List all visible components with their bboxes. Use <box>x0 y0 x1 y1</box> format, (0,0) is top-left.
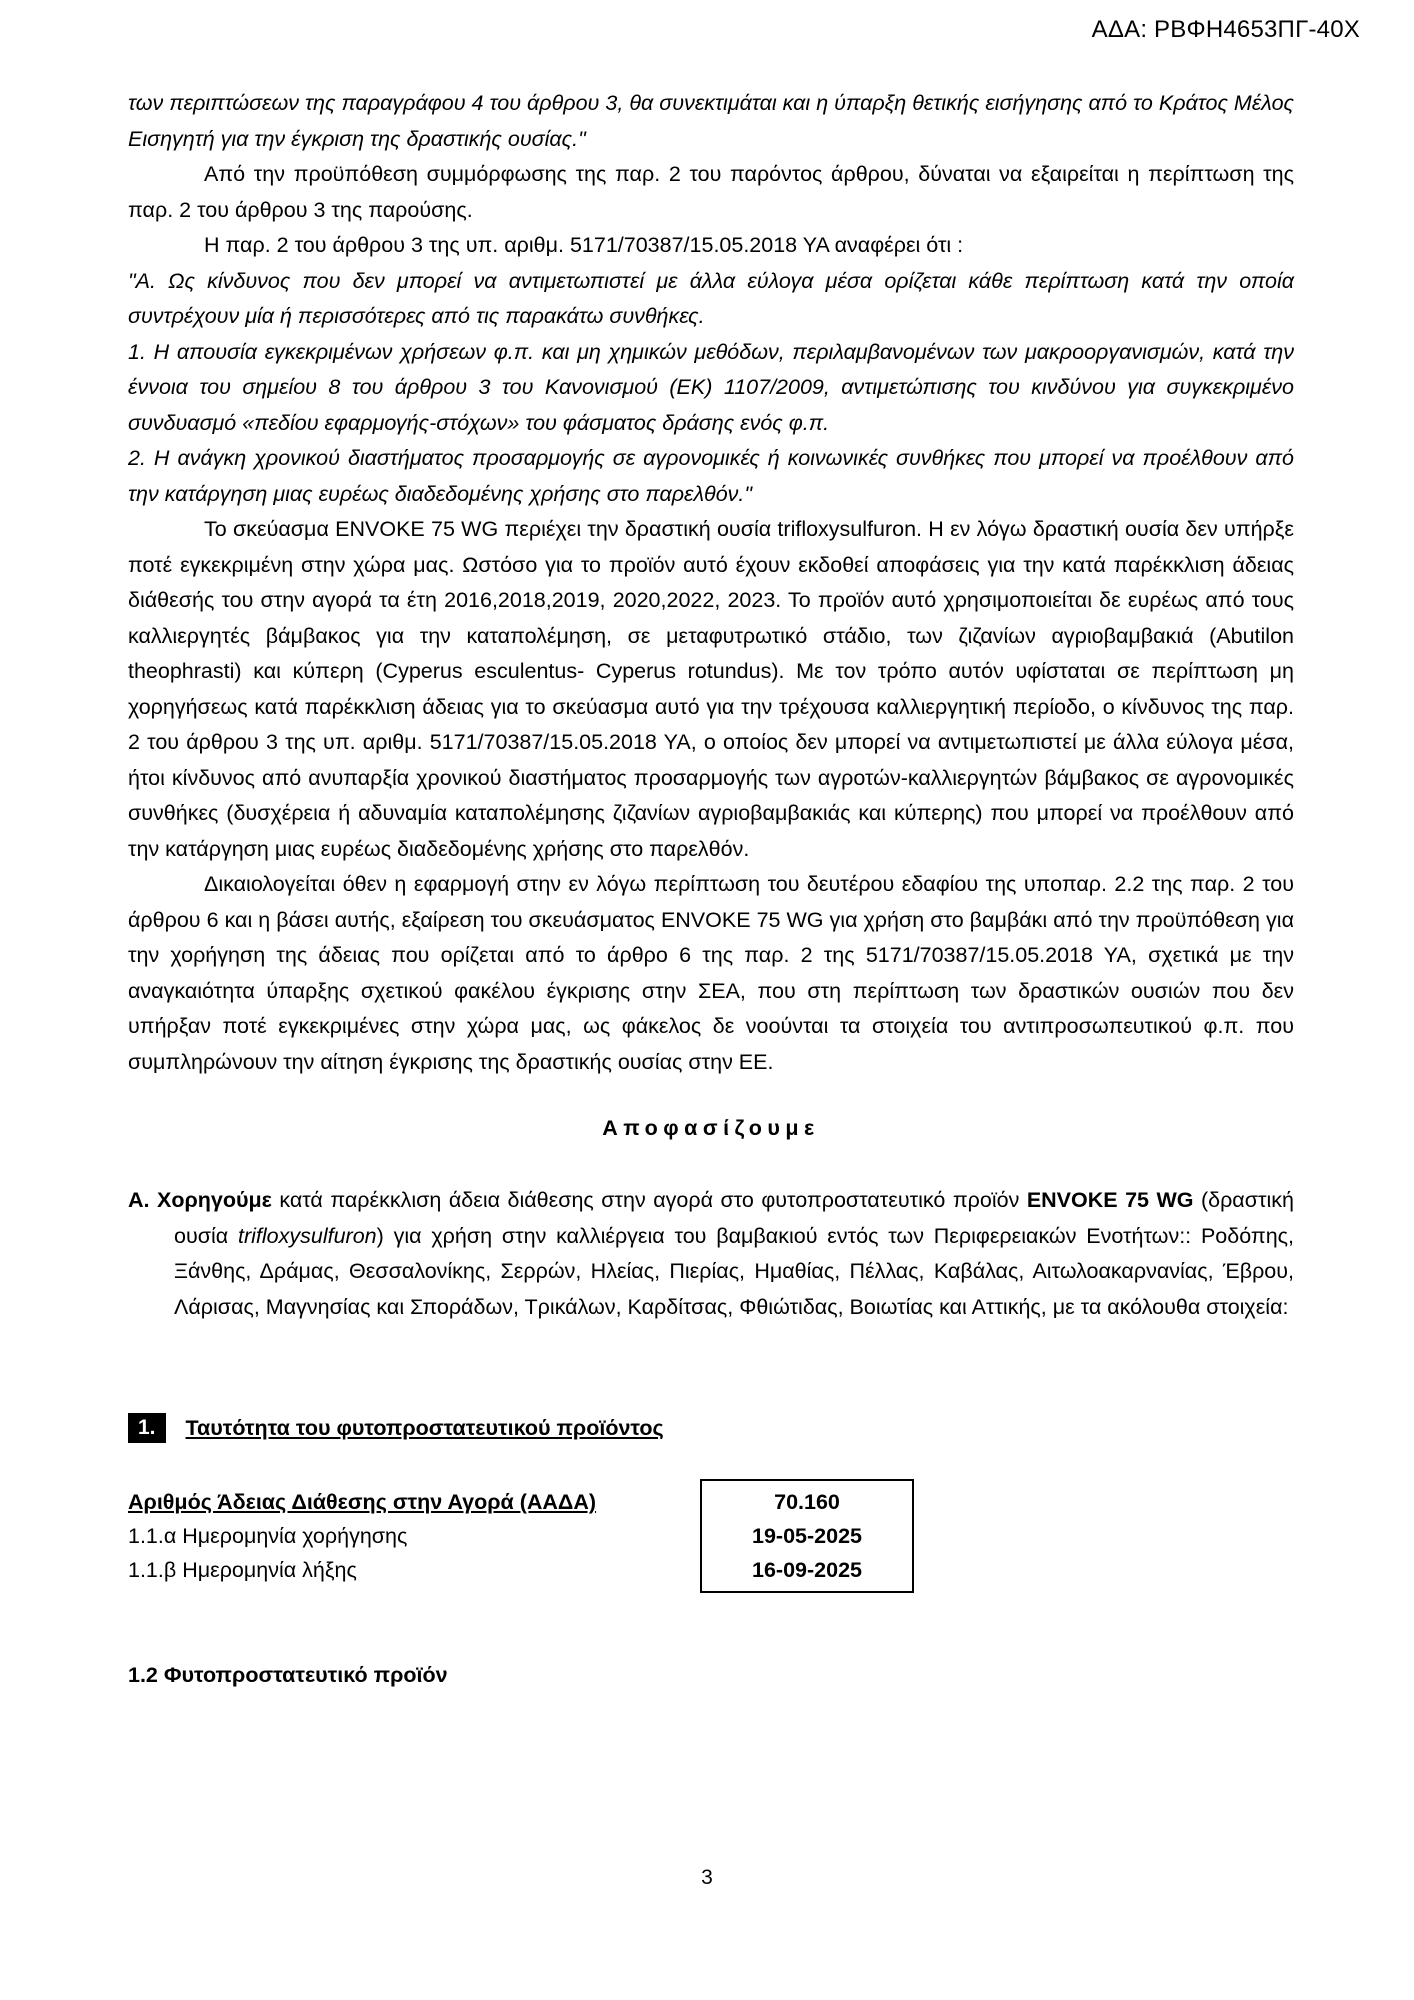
license-row-expiry-label: 1.1.β Ημερομηνία λήξης <box>128 1558 357 1582</box>
section-1-number: 1. <box>128 1413 166 1443</box>
active-substance: trifloxysulfuron <box>238 1223 377 1248</box>
section-1-title: Ταυτότητα του φυτοπροστατευτικού προϊόντος <box>185 1416 664 1440</box>
decide-heading: Αποφασίζουμε <box>602 1116 820 1140</box>
paragraph-reference: Η παρ. 2 του άρθρου 3 της υπ. αριθμ. 5171/70387/15.05.2018 ΥΑ αναφέρει ότι : <box>204 233 964 257</box>
paragraph-exemption: Από την προϋπόθεση συμμόρφωσης της παρ. 2 του παρόντος άρθρου, δύναται να εξαιρείται η περίπτωση της παρ. 2 του άρθρου 3 της παρούσης. <box>128 162 1294 222</box>
ada-header: ΑΔΑ: ΡΒΦΗ4653ΠΓ-40Χ <box>1091 16 1360 43</box>
section-a-verb: Χορηγούμε <box>156 1188 272 1212</box>
license-labels <box>128 1485 768 1587</box>
license-values-table <box>700 1479 914 1593</box>
section-a-text-3: ) για χρήση στην καλλιέργεια του βαμβακιού εντός των Περιφερειακών Ενοτήτων:: Ροδόπης, Ξάνθης, Δράμας, Θεσσαλονίκης, Σερρών, Ηλείας, Πιερίας, Ημαθίας, Πέλλας, Καβάλας, Αιτωλοακαρνανίας, Έβρου, Λάρισας, Μαγνησίας και Σποράδων, Τρικάλων, Καρδίτσας, Φθιώτιδας, Βοιωτίας και Αττικής, με τα ακόλουθα στοιχεία: <box>174 1223 1295 1319</box>
section-1-2-title: 1.2 Φυτοπροστατευτικό προϊόν <box>128 1663 448 1687</box>
section-a-label: Α. <box>128 1188 150 1212</box>
product-name: ENVOKE 75 WG <box>1026 1188 1194 1212</box>
paragraph-justification: Δικαιολογείται όθεν η εφαρμογή στην εν λόγω περίπτωση του δευτέρου εδαφίου της υποπαρ. 2.2 της παρ. 2 του άρθρου 6 και η βάσει αυτής, εξαίρεση του σκευάσματος ENVOKE 75 WG για χρήση στο βαμβάκι από την προϋπόθεση για την χορήγηση της άδειας που ορίζεται από το άρθρο 6 της παρ. 2 της 5171/70387/15.05.2018 ΥΑ, σχετικά με την αναγκαιότητα ύπαρξης σχετικού φακέλου έγκρισης στην ΣΕΑ, που στη περίπτωση των δραστικών ουσιών που δεν υπήρξαν ποτέ εγκεκριμένες στην χώρα μας, ως φάκελος δε νοούνται τα στοιχεία του αντιπροσωπευτικού φ.π. που συμπληρώνουν την αίτηση έγκρισης της δραστικής ουσίας στην ΕΕ. <box>128 872 1294 1074</box>
license-title: Αριθμός Άδειας Διάθεσης στην Αγορά (ΑΑΔΑ) <box>128 1490 597 1514</box>
license-block <box>128 1485 1294 1605</box>
paragraph-quote-item-2: 2. Η ανάγκη χρονικού διαστήματος προσαρμογής σε αγρονομικές ή κοινωνικές συνθήκες που μπορεί να προέλθουν από την κατάργηση μιας ευρέως διαδεδομένης χρήσης στο παρελθόν." <box>128 446 1294 506</box>
license-granted-value: 19-05-2025 <box>752 1524 862 1548</box>
section-a <box>128 1183 1294 1325</box>
section-1-heading <box>128 1413 1294 1443</box>
page-number: 3 <box>701 1866 713 1889</box>
license-expiry-value: 16-09-2025 <box>752 1558 862 1582</box>
paragraph-quote-item-1: 1. Η απουσία εγκεκριμένων χρήσεων φ.π. και μη χημικών μεθόδων, περιλαμβανομένων των μακροοργανισμών, κατά την έννοια του σημείου 8 του άρθρου 3 του Κανονισμού (ΕΚ) 1107/2009, αντιμετώπισης του κινδύνου για συγκεκριμένο συνδυασμό «πεδίου εφαρμογής-στόχων» του φάσματος δράσης ενός φ.π. <box>128 339 1294 435</box>
document-body <box>128 86 1294 1688</box>
license-number-value: 70.160 <box>774 1490 840 1514</box>
paragraph-quote-a: "Α. Ως κίνδυνος που δεν μπορεί να αντιμετωπιστεί με άλλα εύλογα μέσα ορίζεται κάθε περίπτωση κατά την οποία συντρέχουν μία ή περισσότερες από τις παρακάτω συνθήκες. <box>128 268 1294 328</box>
section-a-text-1: κατά παρέκκλιση άδεια διάθεσης στην αγορά στο φυτοπροστατευτικό προϊόν <box>271 1188 1027 1212</box>
section-a-text-2: (δραστική ουσία <box>174 1188 1294 1248</box>
paragraph-envoke-description: Το σκεύασμα ENVOKE 75 WG περιέχει την δραστική ουσία trifloxysulfuron. Η εν λόγω δραστική ουσία δεν υπήρξε ποτέ εγκεκριμένη στην χώρα μας. Ωστόσο για το προϊόν αυτό έχουν εκδοθεί αποφάσεις για την κατά παρέκκλιση άδειας διάθεσής του στην αγορά τα έτη 2016,2018,2019, 2020,2022, 2023. Το προϊόν αυτό χρησιμοποιείται δε ευρέως από τους καλλιεργητές βάμβακος για την καταπολέμηση, σε μεταφυτρωτικό στάδιο, των ζιζανίων αγριοβαμβακιά (Abutilon theophrasti) και κύπερη (Cyperus esculentus- Cyperus rotundus). Με τον τρόπο αυτόν υφίσταται σε περίπτωση μη χορηγήσεως κατά παρέκκλιση άδειας για το σκεύασμα αυτό για την τρέχουσα καλλιεργητική περίοδο, ο κίνδυνος της παρ. 2 του άρθρου 3 της υπ. αριθμ. 5171/70387/15.05.2018 ΥΑ, ο οποίος δεν μπορεί να αντιμετωπιστεί με άλλα εύλογα μέσα, ήτοι κίνδυνος από ανυπαρξία χρονικού διαστήματος προσαρμογής των αγροτών-καλλιεργητών βάμβακος σε αγρονομικές συνθήκες (δυσχέρεια ή αδυναμία καταπολέμησης ζιζανίων αγριοβαμβακιάς και κύπερης) που μπορεί να προέλθουν από την κατάργηση μιας ευρέως διαδεδομένης χρήσης στο παρελθόν. <box>128 517 1294 861</box>
paragraph-quoted-continuation: των περιπτώσεων της παραγράφου 4 του άρθρου 3, θα συνεκτιμάται και η ύπαρξη θετικής εισήγησης από το Κράτος Μέλος Εισηγητή για την έγκριση της δραστικής ουσίας." <box>128 91 1294 151</box>
section-a-paragraph <box>128 1183 1294 1325</box>
license-row-granted-label: 1.1.α Ημερομηνία χορήγησης <box>128 1524 408 1548</box>
